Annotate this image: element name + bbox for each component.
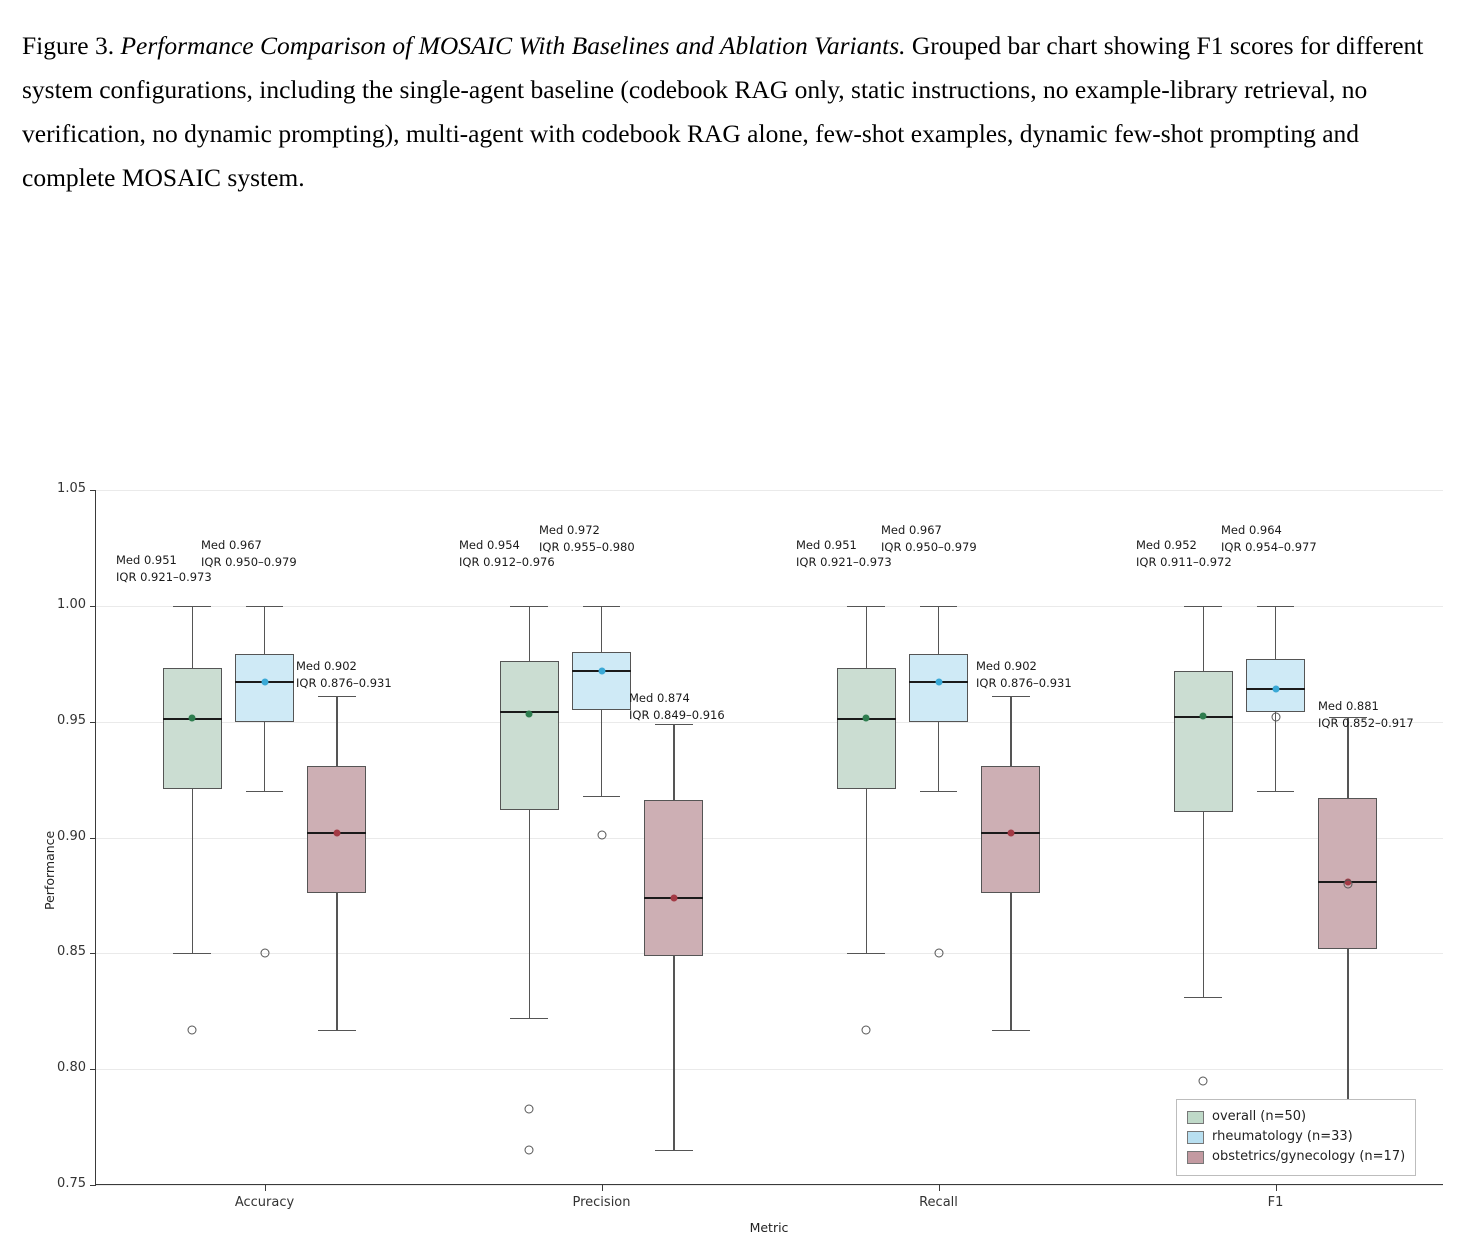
whisker-upper [1203,606,1204,671]
y-tick-mark [90,838,96,839]
whisker-cap-upper [583,606,621,607]
whisker-lower [1203,812,1204,997]
whisker-cap-upper [510,606,548,607]
annotation-median: Med 0.902 [296,659,357,673]
whisker-upper [601,606,602,652]
outlier-point [1199,1076,1208,1085]
whisker-lower [601,710,602,796]
whisker-cap-lower [318,1030,356,1031]
box [909,654,968,721]
whisker-cap-lower [1257,791,1295,792]
outlier-point [862,1025,871,1034]
whisker-cap-lower [510,1018,548,1019]
legend-item-overall [1187,1107,1405,1127]
mean-marker [1007,829,1014,836]
box-annotation [539,522,635,555]
whisker-lower [1010,893,1011,1030]
y-tick-mark [90,953,96,954]
whisker-cap-upper [1184,606,1222,607]
annotation-iqr: IQR 0.921–0.973 [796,554,892,569]
whisker-lower [192,789,193,953]
mean-marker [189,715,196,722]
annotation-iqr: IQR 0.849–0.916 [629,707,725,722]
annotation-iqr: IQR 0.852–0.917 [1318,715,1414,730]
whisker-cap-upper [655,724,693,725]
whisker-cap-upper [1257,606,1295,607]
x-tick-label: F1 [1267,1195,1284,1210]
whisker-cap-lower [583,796,621,797]
figure-description: Grouped bar chart showing F1 scores for different system configurations, including the single-agent baseline (codebook RAG only, static instructions, no example-library retrieval, no verification, no dynamic prompting), multi-agent with codebook RAG alone, few-shot examples, dynamic few-shot prompting and complete MOSAIC system. [22,31,1424,192]
box [235,654,294,721]
y-tick-mark [90,1185,96,1186]
annotation-median: Med 0.964 [1221,523,1282,537]
whisker-cap-upper [847,606,885,607]
box [163,668,222,788]
x-tick-mark [939,1185,940,1191]
annotation-median: Med 0.902 [976,659,1037,673]
legend-label-obgyn: obstetrics/gynecology (n=17) [1212,1149,1406,1165]
figure-title: Performance Comparison of MOSAIC With Baselines and Ablation Variants. [120,31,906,60]
y-gridline [96,1185,1443,1186]
annotation-median: Med 0.954 [459,538,520,552]
mean-marker [1200,712,1207,719]
mean-marker [1272,686,1279,693]
legend-label-rheumatology: rheumatology (n=33) [1212,1129,1353,1145]
mean-marker [526,710,533,717]
annotation-median: Med 0.952 [1136,538,1197,552]
outlier-point [525,1146,534,1155]
y-tick-mark [90,1069,96,1070]
x-tick-label: Accuracy [234,1195,295,1210]
y-tick-label: 1.05 [57,481,86,496]
chart-legend [1176,1099,1416,1176]
annotation-iqr: IQR 0.954–0.977 [1221,539,1317,554]
annotation-median: Med 0.972 [539,523,600,537]
whisker-lower [264,722,265,792]
whisker-cap-upper [173,606,211,607]
plot-area [57,481,1443,1210]
whisker-cap-lower [1184,997,1222,998]
y-gridline [96,953,1443,954]
whisker-upper [264,606,265,655]
mean-marker [261,679,268,686]
annotation-iqr: IQR 0.911–0.972 [1136,554,1232,569]
legend-swatch-rheumatology [1187,1131,1204,1144]
y-tick-label: 0.80 [57,1060,86,1076]
whisker-cap-lower [173,953,211,954]
mean-marker [935,679,942,686]
annotation-median: Med 0.951 [116,553,177,567]
whisker-upper [1010,696,1011,766]
whisker-upper [673,724,674,800]
whisker-lower [1275,712,1276,791]
y-gridline [96,838,1443,839]
mean-marker [598,667,605,674]
box-annotation [976,658,1072,691]
outlier-point [1271,713,1280,722]
box [1318,798,1377,949]
y-axis-title: Performance [42,830,57,910]
annotation-median: Med 0.967 [881,523,942,537]
outlier-point [597,831,606,840]
whisker-cap-lower [655,1150,693,1151]
outlier-point [260,949,269,958]
box-annotation [116,552,212,585]
box [500,661,559,809]
boxplot-figure [0,455,1466,1245]
figure-caption [0,0,1466,199]
whisker-cap-lower [992,1030,1030,1031]
legend-swatch-obgyn [1187,1151,1204,1164]
whisker-upper [1275,606,1276,659]
annotation-iqr: IQR 0.955–0.980 [539,539,635,554]
mean-marker [670,894,677,901]
whisker-upper [192,606,193,669]
y-tick-mark [90,490,96,491]
x-tick-label: Precision [572,1195,631,1210]
whisker-cap-lower [246,791,284,792]
whisker-upper [938,606,939,655]
whisker-upper [336,696,337,766]
box [837,668,896,788]
outlier-point [188,1025,197,1034]
x-tick-mark [265,1185,266,1191]
annotation-iqr: IQR 0.912–0.976 [459,554,555,569]
x-axis-title: Metric [749,1220,789,1235]
y-tick-mark [90,606,96,607]
whisker-cap-upper [920,606,958,607]
whisker-lower [866,789,867,953]
whisker-cap-upper [246,606,284,607]
outlier-point [1343,879,1352,888]
box [572,652,631,710]
y-tick-label: 0.75 [57,1176,86,1191]
legend-swatch-overall [1187,1111,1204,1124]
box-annotation [629,690,725,723]
figure-label: Figure 3. [22,31,115,60]
y-tick-label: 1.00 [57,596,86,612]
box [644,800,703,955]
legend-item-obgyn [1187,1147,1405,1167]
box-annotation [296,658,392,691]
mean-marker [333,829,340,836]
box [1174,671,1233,812]
annotation-median: Med 0.951 [796,538,857,552]
annotation-median: Med 0.874 [629,691,690,705]
x-tick-label: Recall [919,1195,958,1210]
whisker-cap-lower [847,953,885,954]
whisker-cap-upper [992,696,1030,697]
box-annotation [796,537,892,570]
outlier-point [934,949,943,958]
y-gridline [96,606,1443,607]
y-gridline [96,490,1443,491]
whisker-lower [673,956,674,1151]
y-tick-mark [90,722,96,723]
x-tick-mark [1276,1185,1277,1191]
whisker-lower [336,893,337,1030]
y-tick-label: 0.95 [57,712,86,728]
legend-label-overall: overall (n=50) [1212,1109,1307,1124]
box-annotation [1221,522,1317,555]
y-tick-label: 0.85 [57,944,86,960]
whisker-cap-upper [318,696,356,697]
whisker-upper [529,606,530,662]
box-annotation [881,522,977,555]
box-annotation [1136,537,1232,570]
annotation-iqr: IQR 0.950–0.979 [881,539,977,554]
y-tick-label: 0.90 [57,828,86,844]
whisker-cap-lower [920,791,958,792]
annotation-iqr: IQR 0.950–0.979 [201,554,297,569]
whisker-upper [866,606,867,669]
box-annotation [201,537,297,570]
outlier-point [525,1104,534,1113]
y-gridline [96,722,1443,723]
annotation-iqr: IQR 0.921–0.973 [116,569,212,584]
y-gridline [96,1069,1443,1070]
annotation-median: Med 0.967 [201,538,262,552]
annotation-iqr: IQR 0.876–0.931 [296,675,392,690]
x-tick-mark [602,1185,603,1191]
annotation-median: Med 0.881 [1318,699,1379,713]
whisker-lower [938,722,939,792]
legend-item-rheumatology [1187,1127,1405,1147]
whisker-lower [529,810,530,1019]
annotation-iqr: IQR 0.876–0.931 [976,675,1072,690]
box-annotation [1318,698,1414,731]
mean-marker [863,715,870,722]
